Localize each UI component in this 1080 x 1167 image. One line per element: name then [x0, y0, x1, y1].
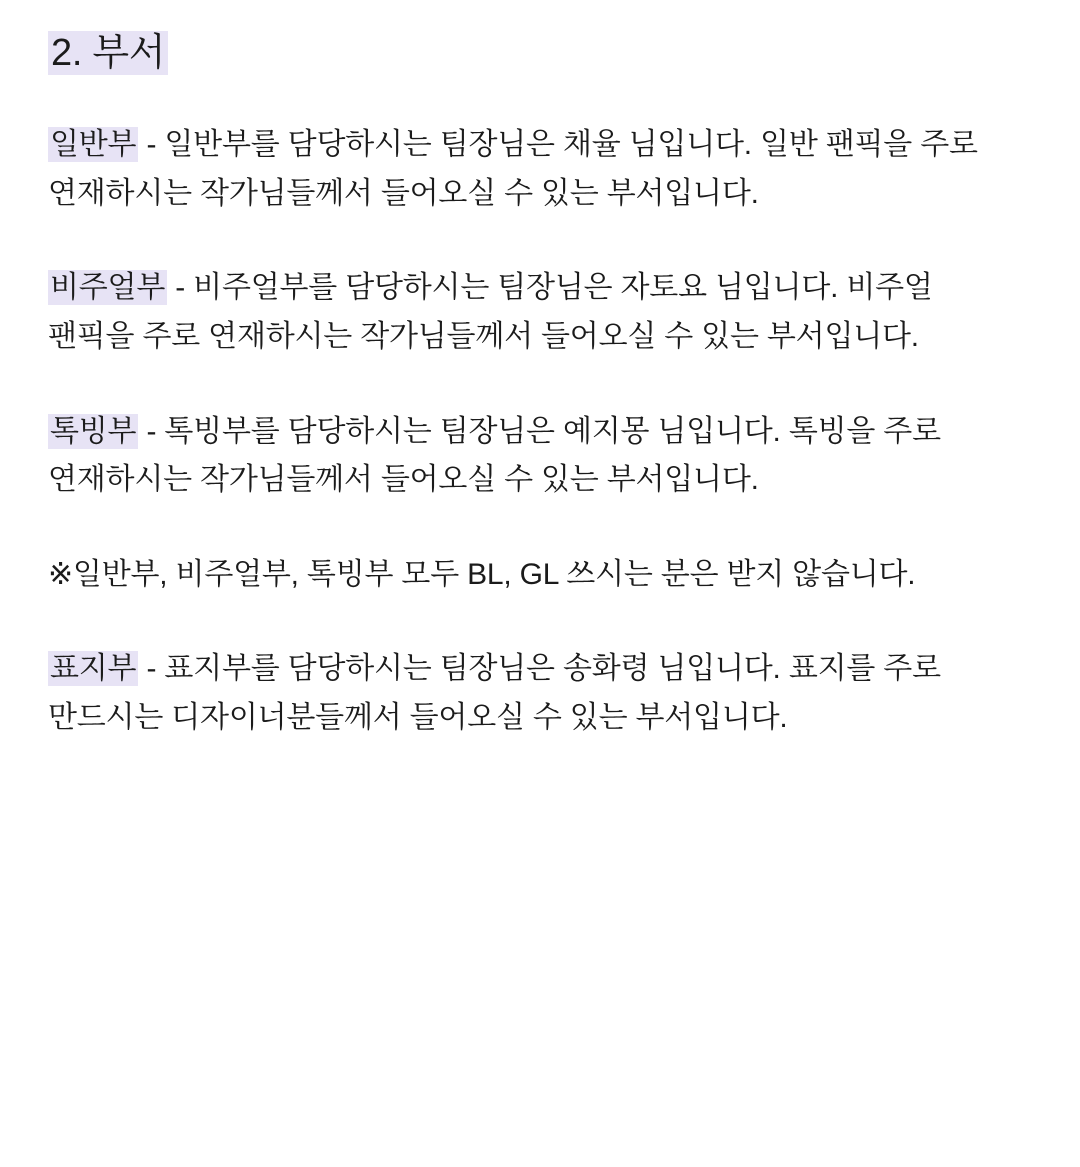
- department-term-cover: 표지부: [50, 652, 137, 686]
- department-description-tokbing: - 톡빙부를 담당하시는 팀장님은 예지몽 님입니다. 톡빙을 주로 연재하시는 작가님들께서 들어오실 수 있는 부서입니다.: [48, 414, 941, 497]
- page-title-text: 2. 부서: [48, 31, 168, 75]
- department-description-visual: - 비주얼부를 담당하시는 팀장님은 자토요 님입니다. 비주얼 팬픽을 주로 연재하시는 작가님들께서 들어오실 수 있는 부서입니다.: [48, 271, 933, 354]
- department-paragraph-cover: [48, 645, 1018, 742]
- department-description-general: - 일반부를 담당하시는 팀장님은 채율 님입니다. 일반 팬픽을 주로 연재하시는 작가님들께서 들어오실 수 있는 부서입니다.: [48, 128, 978, 210]
- page-title: [48, 28, 1018, 79]
- department-term-visual: 비주얼부: [50, 271, 166, 305]
- restriction-note: ※일반부, 비주얼부, 톡빙부 모두 BL, GL 쓰시는 분은 받지 않습니다.: [48, 557, 916, 591]
- department-paragraph-visual: [48, 264, 1018, 361]
- department-paragraph-general: [48, 121, 1018, 218]
- department-term-general: 일반부: [50, 128, 137, 162]
- department-paragraph-tokbing: [48, 408, 1018, 505]
- department-description-cover: - 표지부를 담당하시는 팀장님은 송화령 님입니다. 표지를 주로 만드시는 디자이너분들께서 들어오실 수 있는 부서입니다.: [48, 652, 941, 735]
- department-term-tokbing: 톡빙부: [50, 414, 137, 448]
